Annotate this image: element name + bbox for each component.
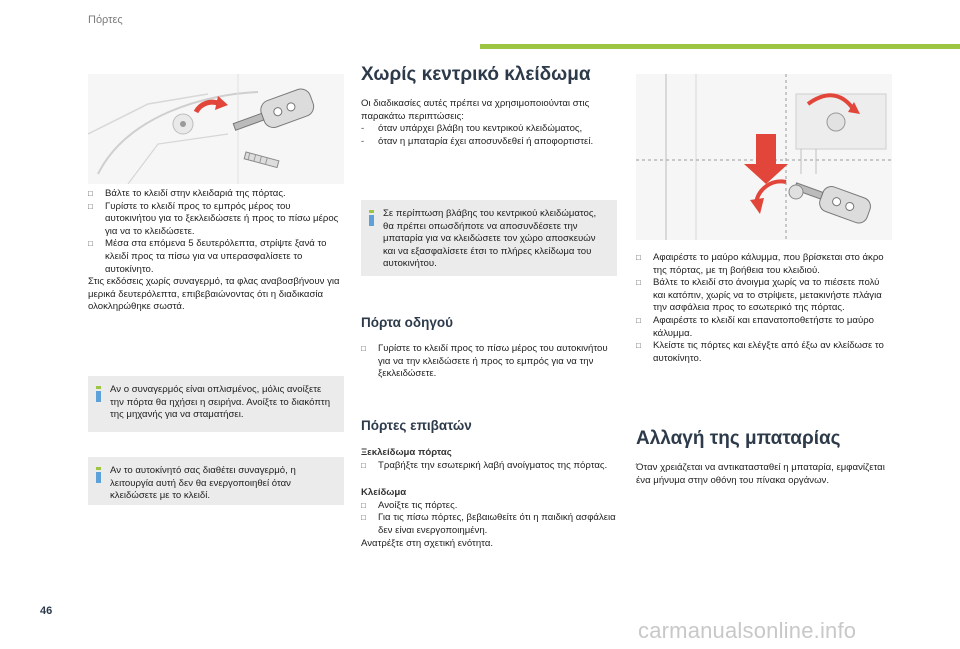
battery-heading: Αλλαγή της μπαταρίας	[636, 428, 841, 449]
driver-door-heading: Πόρτα οδηγού	[361, 315, 453, 330]
central-locking-note: Σε περίπτωση βλάβης του κεντρικού κλειδώματος, θα πρέπει οπωσδήποτε να αποσυνδέσετε την μπαταρία για να κλειδώσετε τον χώρο αποσκευών και να εξασφαλίσετε έτσι το πλήρες κλείδωμα του αυτοκινήτου.	[361, 200, 617, 276]
passenger-doors-heading: Πόρτες επιβατών	[361, 418, 472, 433]
header-accent-bar	[480, 44, 960, 49]
battery-text: Όταν χρειάζεται να αντικατασταθεί η μπαταρία, εμφανίζεται ένα μήνυμα στην οθόνη του πίνακα οργάνων.	[636, 462, 885, 486]
list-item: - όταν υπάρχει βλάβη του κεντρικού κλειδώματος,	[361, 123, 617, 136]
door-edge-cap-removal-illustration	[636, 74, 892, 240]
key-in-door-lock-illustration	[88, 74, 344, 184]
section-title: Πόρτες	[88, 14, 123, 26]
alarm-key-note: Αν το αυτοκίνητό σας διαθέτει συναγερμό, η λειτουργία αυτή δεν θα ενεργοποιηθεί όταν κλειδώσετε με το κλειδί.	[88, 457, 344, 505]
unlocking-heading: Ξεκλείδωμα πόρτας	[361, 447, 452, 458]
list-item: □ Γυρίστε το κλειδί προς το εμπρός μέρος του αυτοκινήτου για το ξεκλειδώσετε ή προς το πίσω μέρος για να το κλειδώσετε.	[88, 201, 344, 239]
list-item: □ Γυρίστε το κλειδί προς το πίσω μέρος του αυτοκινήτου για να την κλειδώσετε ή προς το εμπρός για να την ξεκλειδώσετε.	[361, 343, 617, 381]
list-item: □ Τραβήξτε την εσωτερική λαβή ανοίγματος της πόρτας.	[361, 460, 617, 473]
reference-text: Ανατρέξτε στη σχετική ενότητα.	[361, 537, 494, 549]
list-item: - όταν η μπαταρία έχει αποσυνδεθεί ή αποφορτιστεί.	[361, 136, 617, 149]
cases-list	[361, 123, 617, 148]
page-number: 46	[40, 605, 53, 617]
info-icon	[369, 210, 374, 224]
list-item: □ Αφαιρέστε το κλειδί και επανατοποθετήστε το μαύρο κάλυμμα.	[636, 315, 892, 340]
info-icon	[96, 386, 101, 400]
locking-heading: Κλείδωμα	[361, 487, 407, 499]
list-item: □ Βάλτε το κλειδί στο άνοιγμα χωρίς να το πιέσετε πολύ και κατόπιν, χωρίς να το στρίψετε, μετακινήστε πλάγια την ασφάλεια προς το εσωτερικό της πόρτας.	[636, 277, 892, 315]
section-heading: Χωρίς κεντρικό κλείδωμα	[361, 64, 591, 85]
watermark: carmanualsonline.info	[638, 618, 857, 643]
unlocking-steps	[361, 460, 617, 473]
list-item: □ Ανοίξτε τις πόρτες.	[361, 500, 617, 513]
lock-steps-list	[88, 188, 344, 276]
alarm-note: Αν ο συναγερμός είναι οπλισμένος, μόλις ανοίξετε την πόρτα θα ηχήσει η σειρήνα. Ανοίξτε το διακόπτη της μηχανής για να σταματήσει.	[88, 376, 344, 432]
intro-text: Οι διαδικασίες αυτές πρέπει να χρησιμοποιούνται στις παρακάτω περιπτώσεις:	[361, 98, 590, 122]
list-item: □ Μέσα στα επόμενα 5 δευτερόλεπτα, στρίψτε ξανά το κλειδί προς τα πίσω για να υπερασφαλίσετε το αυτοκίνητο.	[88, 238, 344, 276]
child-lock-steps	[636, 252, 892, 365]
info-icon	[96, 467, 101, 481]
locking-steps	[361, 500, 617, 538]
list-item: □ Για τις πίσω πόρτες, βεβαιωθείτε ότι η παιδική ασφάλεια δεν είναι ενεργοποιημένη.	[361, 512, 617, 537]
list-item: □ Κλείστε τις πόρτες και ελέγξτε από έξω αν κλείδωσε το αυτοκίνητο.	[636, 340, 892, 365]
alarm-versions-paragraph: Στις εκδόσεις χωρίς συναγερμό, τα φλας αναβοσβήνουν για μερικά δευτερόλεπτα, επιβεβαιώνοντας ότι η διαδικασία ολοκληρώθηκε σωστά.	[88, 276, 340, 313]
list-item: □ Βάλτε το κλειδί στην κλειδαριά της πόρτας.	[88, 188, 344, 201]
driver-door-steps	[361, 343, 617, 381]
list-item: □ Αφαιρέστε το μαύρο κάλυμμα, που βρίσκεται στο άκρο της πόρτας, με τη βοήθεια του κλειδιού.	[636, 252, 892, 277]
